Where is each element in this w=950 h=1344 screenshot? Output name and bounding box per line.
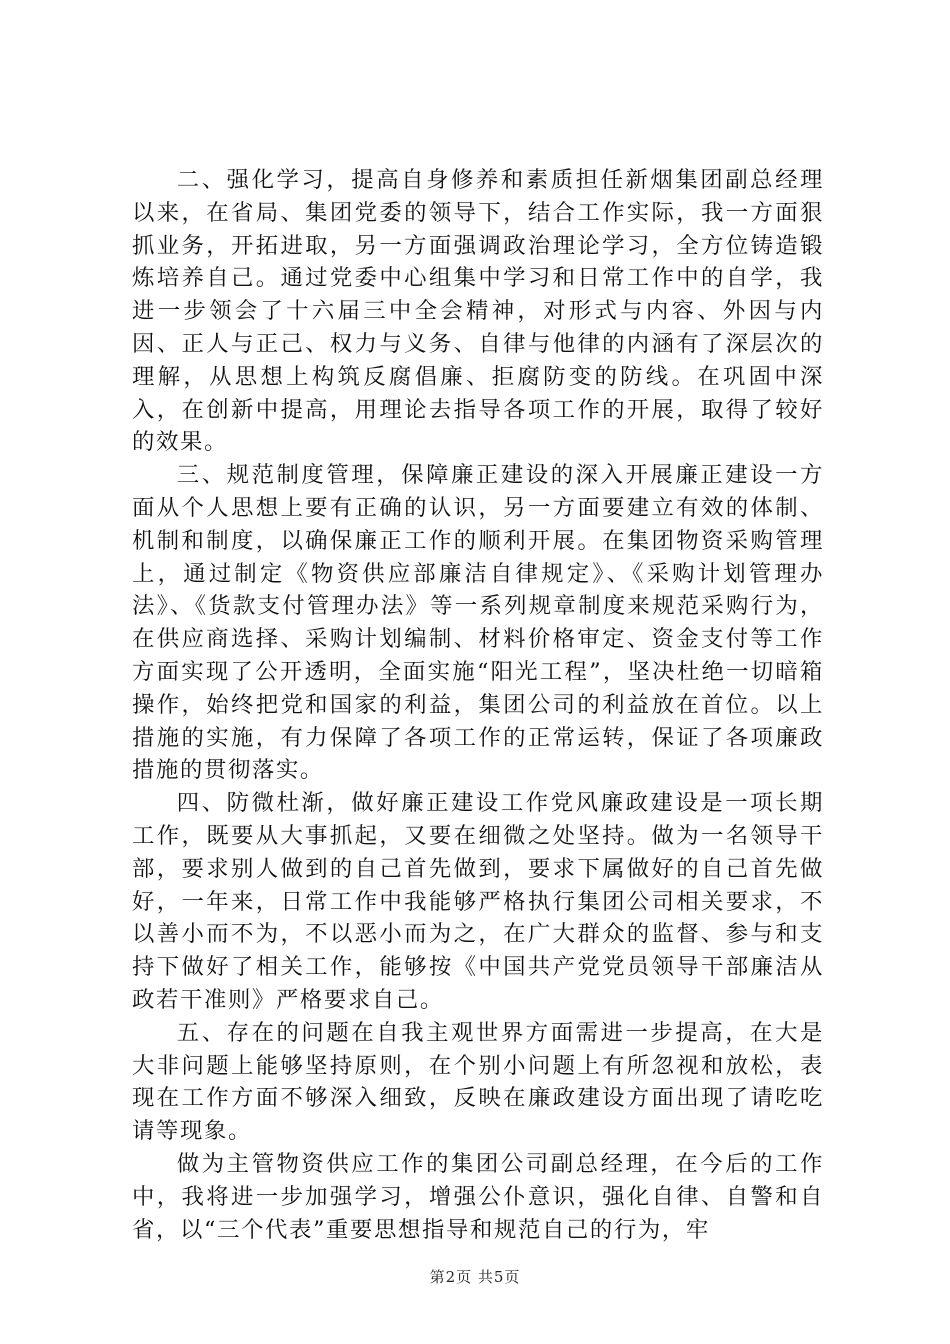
paragraph-3: 三、规范制度管理，保障廉正建设的深入开展廉正建设一方面从个人思想上要有正确的认识，另一方面要建立有效的体制、机制和制度，以确保廉正工作的顺利开展。在集团物资采购管理上，通过制定《物资供应部廉洁自律规定》、《采购计划管理办法》、《货款支付管理办法》等一系列规章制度来规范采购行为，在供应商选择、采购计划编制、材料价格审定、资金支付等工作方面实现了公开透明，全面实施“阳光工程”，坚决杜绝一切暗箱操作，始终把党和国家的利益，集团公司的利益放在首位。以上措施的实施，有力保障了各项工作的正常运转，保证了各项廉政措施的贯彻落实。	[132, 462, 824, 784]
paragraph-5: 五、存在的问题在自我主观世界方面需进一步提高，在大是大非问题上能够坚持原则，在个别小问题上有所忽视和放松，表现在工作方面不够深入细致，反映在廉政建设方面出现了请吃吃请等现象。	[132, 1019, 824, 1145]
paragraph-4: 四、防微杜渐，做好廉正建设工作党风廉政建设是一项长期工作，既要从大事抓起，又要在细微之处坚持。做为一名领导干部，要求别人做到的自己首先做到，要求下属做好的自己首先做好，一年来，日常工作中我能够严格执行集团公司相关要求，不以善小而不为，不以恶小而为之，在广大群众的监督、参与和支持下做好了相关工作，能够按《中国共产党党员领导干部廉洁从政若干准则》严格要求自己。	[132, 790, 824, 1013]
document-body	[132, 164, 824, 1246]
paragraph-2: 二、强化学习，提高自身修养和素质担任新烟集团副总经理以来，在省局、集团党委的领导下，结合工作实际，我一方面狠抓业务，开拓进取，另一方面强调政治理论学习，全方位铸造锻炼培养自己。通过党委中心组集中学习和日常工作中的自学，我进一步领会了十六届三中全会精神，对形式与内容、外因与内因、正人与正己、权力与义务、自律与他律的内涵有了深层次的理解，从思想上构筑反腐倡廉、拒腐防变的防线。在巩固中深入，在创新中提高，用理论去指导各项工作的开展，取得了较好的效果。	[132, 167, 824, 456]
page-number-footer: 第2页 共5页	[429, 1268, 521, 1286]
paragraph-6: 做为主管物资供应工作的集团公司副总经理，在今后的工作中，我将进一步加强学习，增强公仆意识，强化自律、自警和自省，以“三个代表”重要思想指导和规范自己的行为，牢	[132, 1150, 824, 1243]
